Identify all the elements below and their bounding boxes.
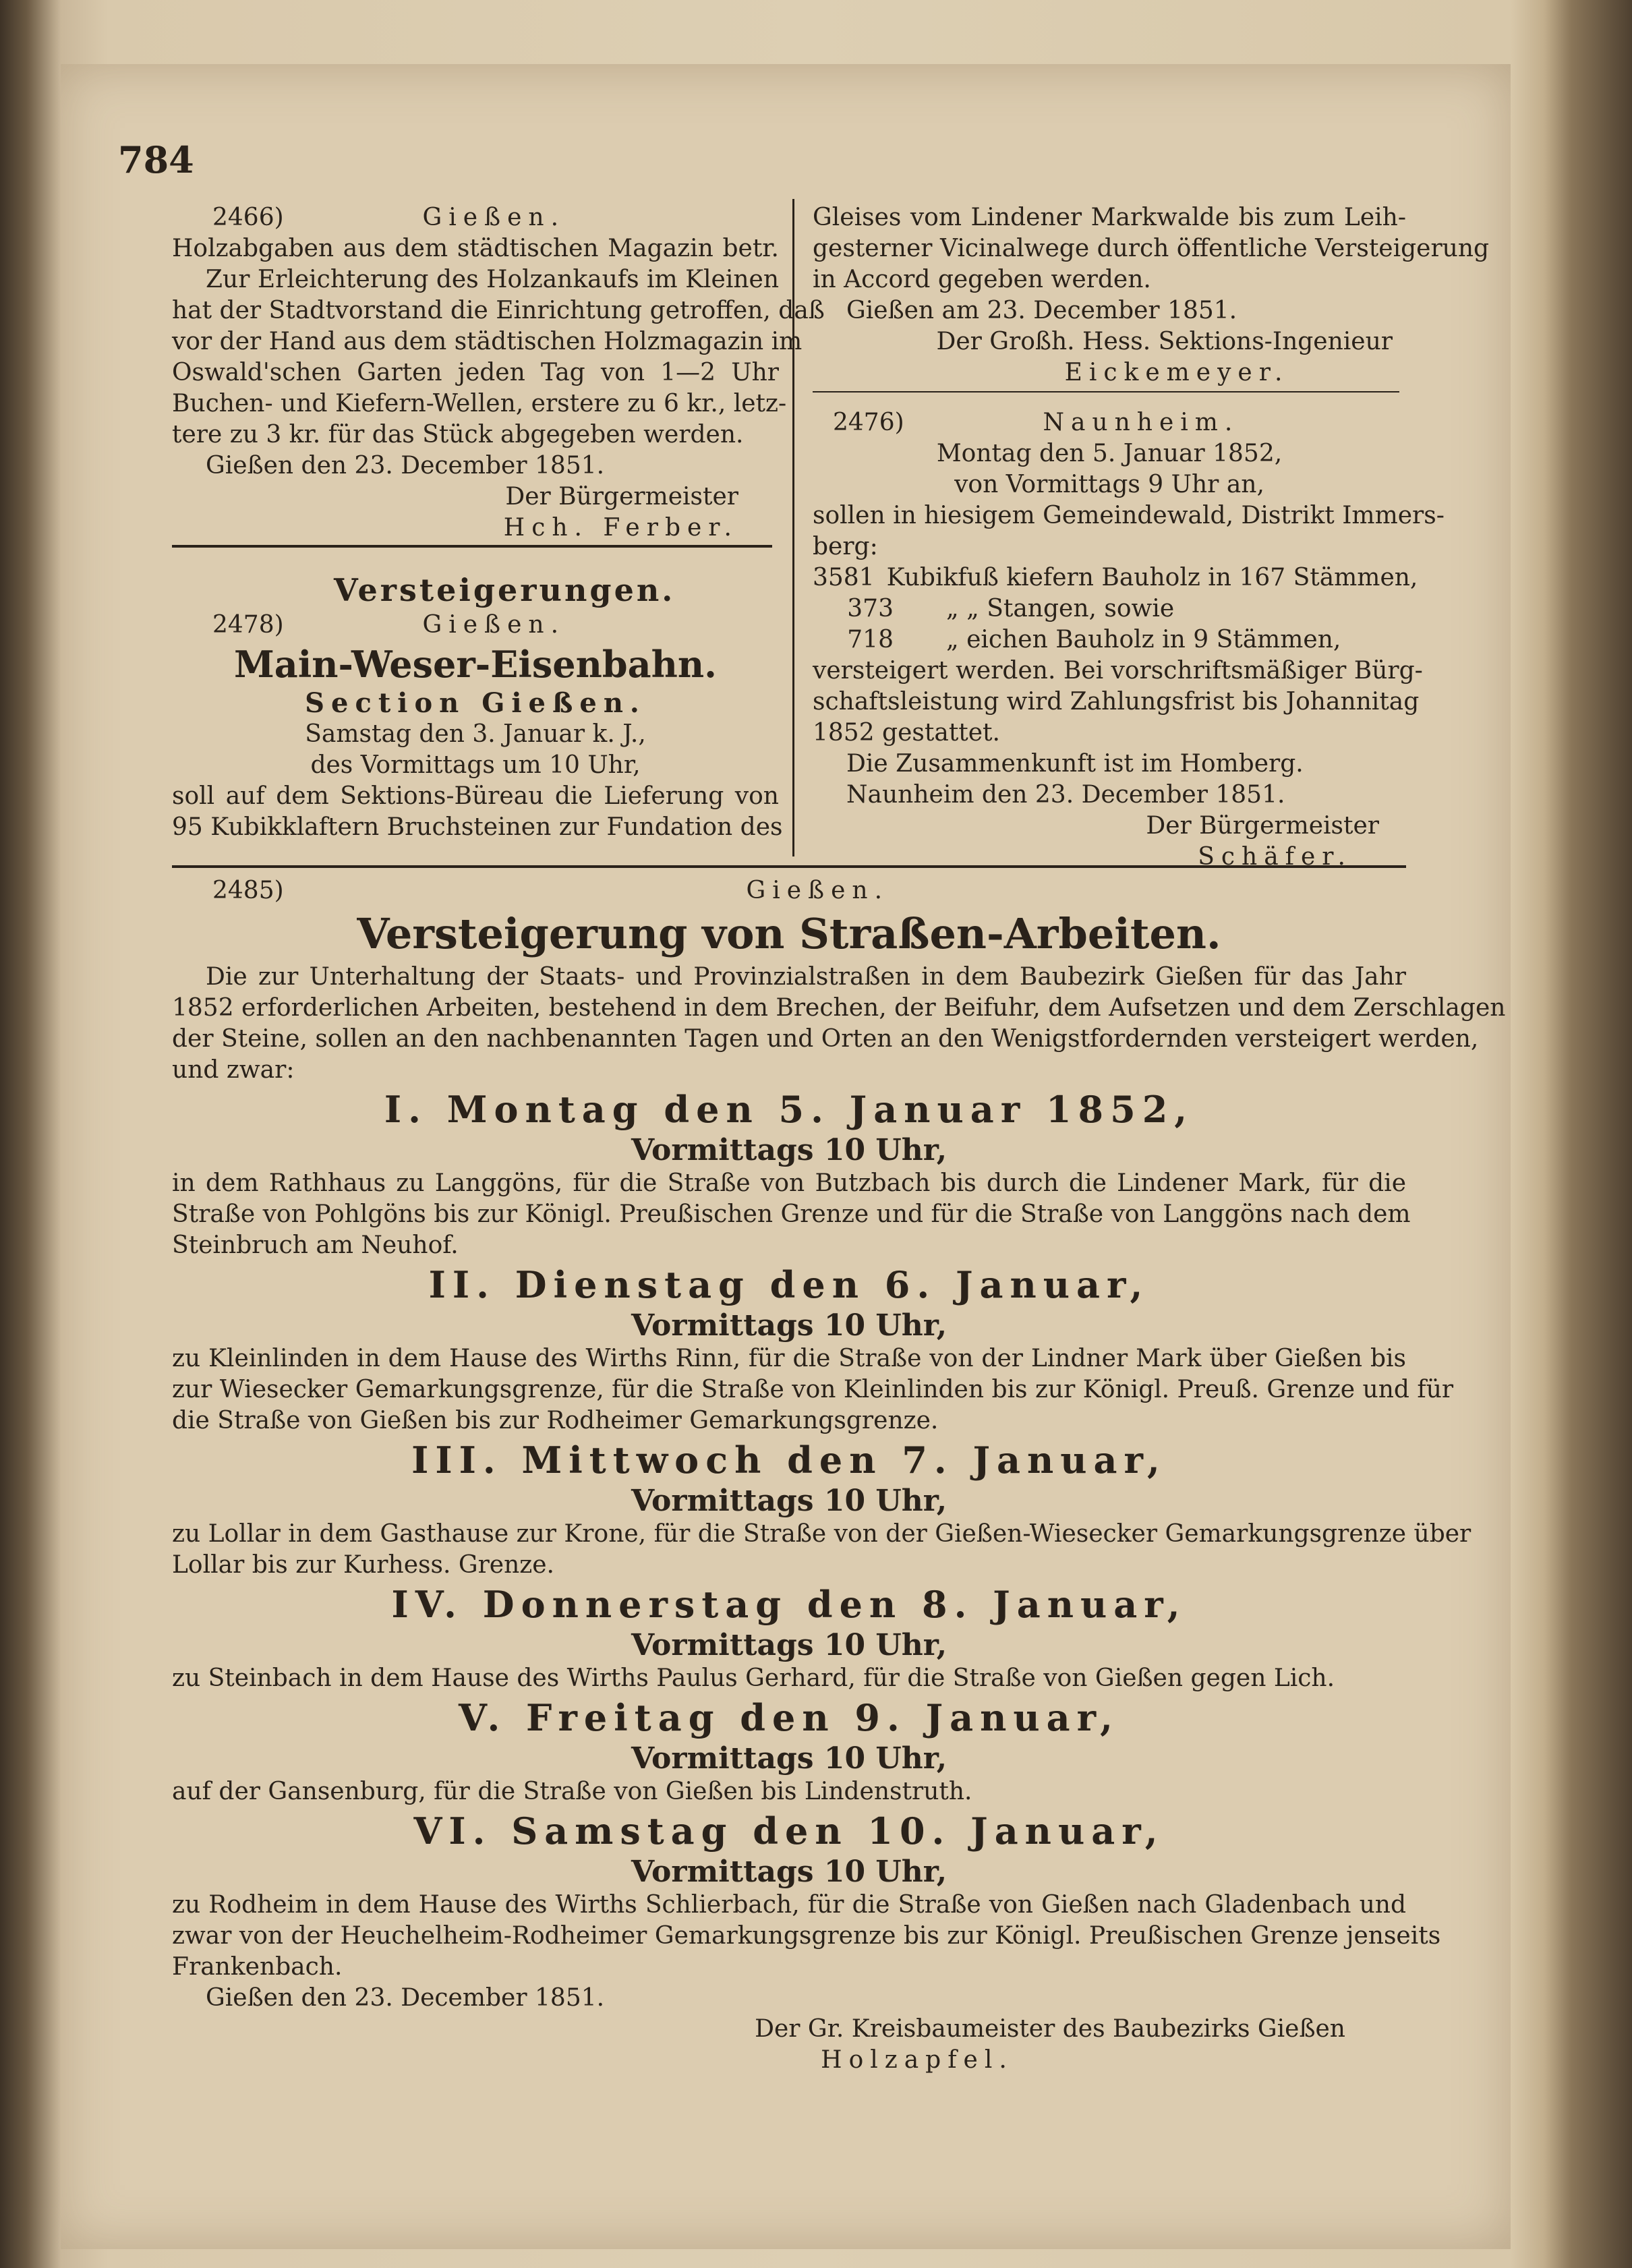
item-quantity: 718: [847, 626, 894, 653]
page-number: 784: [118, 138, 194, 181]
notice-date: Gießen den 23. December 1851.: [206, 452, 605, 479]
right-column: [813, 202, 1490, 873]
text-line: hat der Stadtvorstand die Einrichtung getroffen, daß: [172, 297, 825, 324]
column-divider: [792, 199, 794, 856]
text-line: in dem Rathhaus zu Langgöns, für die Straße von Butzbach bis durch die Lindener Mark, für die: [172, 1169, 1406, 1197]
notice-date-line: Samstag den 3. Januar k. J.,: [305, 720, 646, 748]
signer-title: Der Bürgermeister: [505, 483, 738, 511]
text-line: Frankenbach.: [172, 1953, 343, 1981]
text-line: zu Lollar in dem Gasthause zur Krone, für die Straße von der Gießen-Wiesecker Gemarkungsgrenze über: [172, 1520, 1471, 1548]
text-line: der Steine, sollen an den nachbenannten Tagen und Orten an den Wenigstfordernden versteigert werden,: [172, 1025, 1479, 1053]
notice-time-line: von Vormittags 9 Uhr an,: [954, 471, 1264, 498]
text-line: zu Kleinlinden in dem Hause des Wirths Rinn, für die Straße von der Lindner Mark über Gießen bis: [172, 1345, 1406, 1372]
session-time: Vormittags 10 Uhr,: [631, 1741, 948, 1776]
text-line: zur Wiesecker Gemarkungsgrenze, für die Straße von Kleinlinden bis zur Königl. Preuß. Grenze und für: [172, 1376, 1454, 1403]
text-line: soll auf dem Sektions-Büreau die Lieferung von: [172, 782, 779, 810]
notice-title: Versteigerung von Straßen-Arbeiten.: [357, 909, 1221, 958]
signer-name: Schäfer.: [1198, 843, 1352, 871]
text-line: und zwar:: [172, 1056, 295, 1084]
notice-number: 2466): [212, 204, 284, 231]
text-line: Lollar bis zur Kurhess. Grenze.: [172, 1551, 554, 1579]
left-column-rule: [172, 545, 772, 548]
notice-2476-header: [813, 407, 1406, 438]
notice-2478-header: [172, 610, 779, 641]
notice-number: 2478): [212, 611, 284, 639]
text-line: Steinbruch am Neuhof.: [172, 1231, 459, 1259]
list-item: [813, 593, 1406, 624]
session-time: Vormittags 10 Uhr,: [631, 1855, 948, 1889]
text-line: sollen in hiesigem Gemeindewald, Distrikt Immers-: [813, 502, 1445, 529]
item-text: Kubikfuß kiefern Bauholz in 167 Stämmen,: [886, 564, 1418, 591]
text-line: gesterner Vicinalwege durch öffentliche Versteigerung: [813, 235, 1490, 262]
item-quantity: 373: [847, 595, 894, 622]
notice-2466-header: [172, 202, 779, 233]
text-line: schaftsleistung wird Zahlungsfrist bis Johannitag: [813, 688, 1420, 716]
signer-name: Holzapfel.: [821, 2046, 1014, 2074]
item-text: „ eichen Bauholz in 9 Stämmen,: [946, 626, 1341, 653]
text-line: vor der Hand aus dem städtischen Holzmagazin im: [172, 328, 803, 355]
session-day: I. Montag den 5. Januar 1852,: [384, 1088, 1194, 1131]
notice-place: Naunheim.: [1043, 409, 1240, 436]
section-name: Section Gießen.: [305, 687, 646, 719]
session-time: Vormittags 10 Uhr,: [631, 1484, 948, 1518]
list-item: [813, 562, 1418, 593]
session-time: Vormittags 10 Uhr,: [631, 1628, 948, 1662]
text-line: auf der Gansenburg, für die Straße von Gießen bis Lindenstruth.: [172, 1778, 972, 1805]
session-time: Vormittags 10 Uhr,: [631, 1308, 948, 1343]
session-day: V. Freitag den 9. Januar,: [459, 1696, 1119, 1739]
section-heading: Versteigerungen.: [334, 572, 676, 608]
notice-2485-header: [172, 875, 1406, 906]
text-line: berg:: [813, 533, 878, 560]
session-day: III. Mittwoch den 7. Januar,: [411, 1438, 1167, 1482]
notice-place: Gießen.: [746, 877, 890, 904]
session-day: IV. Donnerstag den 8. Januar,: [391, 1583, 1187, 1626]
text-line: Die zur Unterhaltung der Staats- und Provinzialstraßen in dem Baubezirk Gießen für das Jahr: [206, 963, 1406, 991]
meeting-note: Die Zusammenkunft ist im Homberg.: [846, 750, 1304, 778]
text-line: 95 Kubikklaftern Bruchsteinen zur Fundation des: [172, 813, 783, 841]
notice-place: Gießen.: [422, 611, 566, 639]
notice-date-line: Montag den 5. Januar 1852,: [936, 440, 1283, 467]
session-time: Vormittags 10 Uhr,: [631, 1133, 948, 1167]
session-day: II. Dienstag den 6. Januar,: [428, 1263, 1150, 1306]
text-line: Oswald'schen Garten jeden Tag von 1—2 Uhr: [172, 359, 779, 386]
session-day: VI. Samstag den 10. Januar,: [413, 1809, 1165, 1853]
text-line: zu Steinbach in dem Hause des Wirths Paulus Gerhard, für die Straße von Gießen gegen Lich.: [172, 1664, 1335, 1692]
notice-time-line: des Vormittags um 10 Uhr,: [310, 751, 641, 779]
notice-2466-title: Holzabgaben aus dem städtischen Magazin betr.: [172, 235, 779, 262]
signer-name: Eickemeyer.: [1064, 359, 1289, 386]
text-line: Gleises vom Lindener Markwalde bis zum Leih-: [813, 204, 1406, 231]
right-column-rule: [813, 391, 1399, 392]
text-line: Straße von Pohlgöns bis zur Königl. Preußischen Grenze und für die Straße von Langgöns nach dem: [172, 1200, 1411, 1228]
text-line: versteigert werden. Bei vorschriftsmäßiger Bürg-: [813, 657, 1423, 685]
notice-number: 2476): [833, 409, 904, 436]
signer-title: Der Gr. Kreisbaumeister des Baubezirks Gießen: [755, 2015, 1345, 2043]
notice-date: Gießen den 23. December 1851.: [206, 1984, 605, 2012]
notice-date: Gießen am 23. December 1851.: [846, 297, 1237, 324]
item-text: „ „ Stangen, sowie: [946, 595, 1175, 622]
text-line: tere zu 3 kr. für das Stück abgegeben werden.: [172, 421, 744, 448]
left-column: [172, 202, 825, 843]
notice-place: Gießen.: [422, 204, 566, 231]
signer-title: Der Bürgermeister: [1146, 812, 1379, 840]
text-line: Zur Erleichterung des Holzankaufs im Kleinen: [206, 266, 780, 293]
notice-number: 2485): [212, 877, 284, 904]
notice-2485: [172, 875, 1506, 2076]
item-quantity: 3581: [813, 564, 875, 591]
company-title: Main-Weser-Eisenbahn.: [234, 643, 717, 686]
text-line: zwar von der Heuchelheim-Rodheimer Gemarkungsgrenze bis zur Königl. Preußischen Grenze jenseits: [172, 1922, 1441, 1950]
page-wide-rule: [172, 865, 1406, 868]
signer-title: Der Großh. Hess. Sektions-Ingenieur: [936, 328, 1393, 355]
text-line: zu Rodheim in dem Hause des Wirths Schlierbach, für die Straße von Gießen nach Gladenbach und: [172, 1891, 1406, 1919]
list-item: [813, 624, 1406, 656]
text-line: 1852 erforderlichen Arbeiten, bestehend in dem Brechen, der Beifuhr, dem Aufsetzen und dem Zerschlagen: [172, 994, 1506, 1022]
notice-date: Naunheim den 23. December 1851.: [846, 781, 1285, 809]
text-line: 1852 gestattet.: [813, 719, 1000, 747]
text-line: die Straße von Gießen bis zur Rodheimer Gemarkungsgrenze.: [172, 1407, 939, 1434]
text-line: in Accord gegeben werden.: [813, 266, 1151, 293]
signer-name: Hch. Ferber.: [503, 514, 738, 542]
text-line: Buchen- und Kiefern-Wellen, erstere zu 6 kr., letz-: [172, 390, 787, 417]
